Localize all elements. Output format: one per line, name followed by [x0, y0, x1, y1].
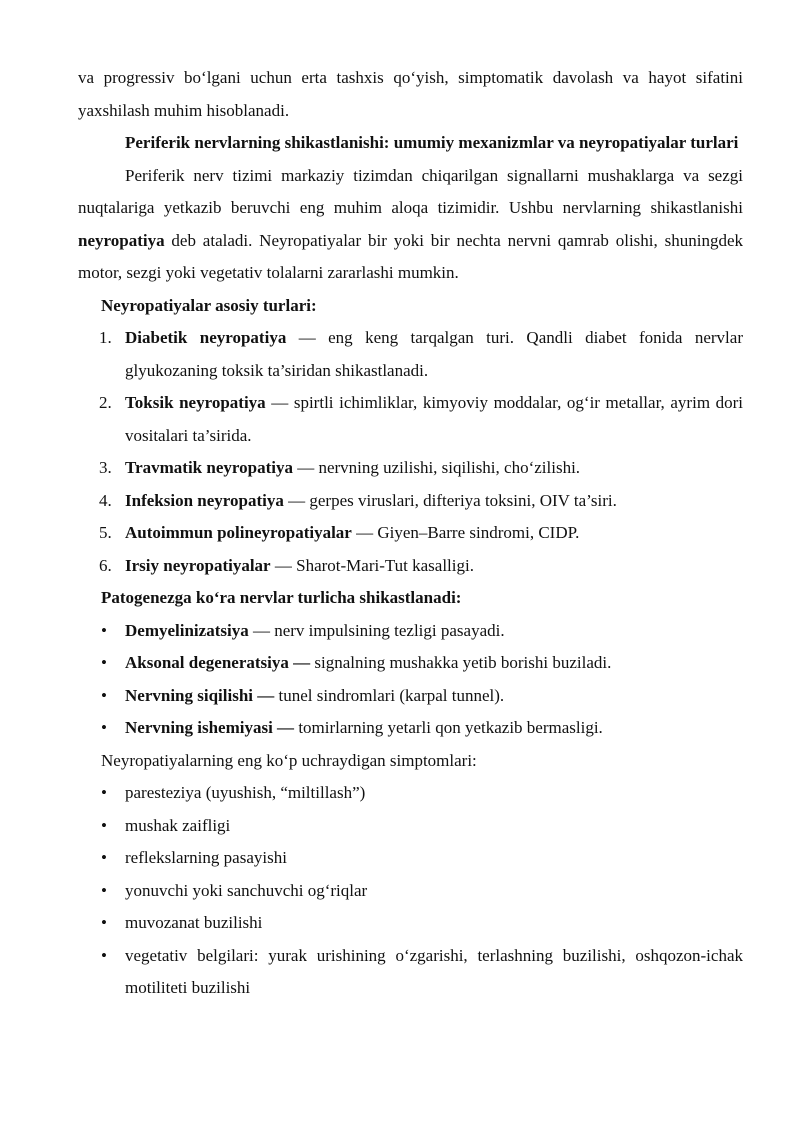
pathogenesis-heading: Patogenezga ko‘ra nervlar turlicha shikastlanadi:	[101, 588, 462, 607]
list-item-description: — spirtli ichimliklar, kimyoviy moddalar, og‘ir metallar, ayrim dori vositalari ta’sirida.	[125, 393, 743, 445]
document-page	[78, 62, 743, 1005]
types-list-item	[78, 322, 743, 387]
list-item-term: Nervning ishemiyasi —	[125, 718, 295, 737]
pathogenesis-list	[78, 615, 743, 745]
types-list-item	[78, 517, 743, 550]
list-item-text: mushak zaifligi	[125, 815, 231, 835]
list-item-description: — gerpes viruslari, difteriya toksini, OIV ta’siri.	[283, 490, 617, 510]
list-item-description: — eng keng tarqalgan turi. Qandli diabet fonida nervlar glyukozaning toksik ta’siridan shikastlanadi.	[125, 328, 743, 380]
bullet-icon: •	[101, 620, 107, 640]
symptoms-list-item	[78, 777, 743, 810]
list-item-description: — nervning uzilishi, siqilishi, cho‘zilishi.	[292, 458, 581, 477]
section-heading: Periferik nervlarning shikastlanishi: umumiy mexanizmlar va neyropatiyalar turlari	[125, 133, 739, 152]
list-item-term: Nervning siqilishi —	[125, 685, 275, 705]
symptoms-list-item	[78, 842, 743, 875]
symptoms-list-item	[78, 875, 743, 908]
bullet-icon: •	[101, 913, 107, 932]
body-paragraph-text-2: deb ataladi. Neyropatiyalar bir yoki bir nechta nervni qamrab olishi, shuningdek motor, sezgi yoki vegetativ tolalarni zararlashi mumkin.	[78, 230, 743, 282]
list-number: 2.	[99, 393, 112, 412]
list-item-term: Toksik neyropatiya	[125, 393, 266, 412]
list-number: 5.	[99, 523, 112, 542]
types-list-item	[78, 387, 743, 452]
list-number: 4.	[99, 490, 112, 510]
pathogenesis-list-item	[78, 647, 743, 680]
list-number: 6.	[99, 555, 112, 575]
list-item-text: vegetativ belgilari: yurak urishining o‘zgarishi, terlashning buzilishi, oshqozon-ichak motiliteti buzilishi	[125, 945, 743, 997]
symptoms-list-item	[78, 907, 743, 940]
types-list-item	[78, 550, 743, 583]
symptoms-list	[78, 777, 743, 1005]
pathogenesis-list-item	[78, 615, 743, 648]
list-item-term: Infeksion neyropatiya	[125, 490, 284, 510]
list-item-term: Irsiy neyropatiyalar	[125, 555, 271, 575]
list-item-term: Travmatik neyropatiya	[125, 458, 293, 477]
symptoms-list-item	[78, 810, 743, 843]
body-paragraph-bold-term: neyropatiya	[78, 230, 165, 250]
list-item-term: Autoimmun polineyropatiyalar	[125, 523, 352, 542]
bullet-icon: •	[101, 783, 107, 802]
list-item-text: reflekslarning pasayishi	[125, 848, 287, 867]
list-item-text: yonuvchi yoki sanchuvchi og‘riqlar	[125, 880, 368, 900]
list-item-text: paresteziya (uyushish, “miltillash”)	[125, 783, 366, 802]
types-heading: Neyropatiyalar asosiy turlari:	[101, 295, 317, 315]
types-list-item	[78, 452, 743, 485]
bullet-icon: •	[101, 945, 107, 965]
list-item-text: muvozanat buzilishi	[125, 913, 263, 932]
list-item-description: tunel sindromlari (karpal tunnel).	[274, 685, 505, 705]
list-item-description: — Giyen–Barre sindromi, CIDP.	[351, 523, 580, 542]
pathogenesis-list-item	[78, 680, 743, 713]
pathogenesis-list-item	[78, 712, 743, 745]
list-number: 3.	[99, 458, 112, 477]
list-item-term: Aksonal degeneratsiya —	[125, 653, 311, 672]
types-list-item	[78, 485, 743, 518]
body-paragraph-text-1: Periferik nerv tizimi markaziy tizimdan chiqarilgan signallarni mushaklarga va sezgi nuqtalariga yetkazib beruvchi eng muhim aloqa tizimidir. Ushbu nervlarning shikastlanishi	[78, 165, 743, 217]
list-item-description: — nerv impulsining tezligi pasayadi.	[248, 620, 505, 640]
types-list	[78, 322, 743, 582]
symptoms-list-item	[78, 940, 743, 1005]
list-item-description: signalning mushakka yetib borishi buziladi.	[310, 653, 612, 672]
body-paragraph	[78, 160, 743, 290]
list-item-description: tomirlarning yetarli qon yetkazib bermasligi.	[294, 718, 603, 737]
intro-paragraph-tail: va progressiv bo‘lgani uchun erta tashxis qo‘yish, simptomatik davolash va hayot sifatini yaxshilash muhim hisoblanadi.	[78, 68, 743, 120]
list-item-description: — Sharot-Mari-Tut kasalligi.	[270, 555, 474, 575]
symptoms-heading: Neyropatiyalarning eng ko‘p uchraydigan simptomlari:	[101, 750, 477, 770]
list-number: 1.	[99, 328, 112, 347]
bullet-icon: •	[101, 685, 107, 705]
bullet-icon: •	[101, 718, 107, 737]
bullet-icon: •	[101, 880, 107, 900]
bullet-icon: •	[101, 815, 107, 835]
list-item-term: Demyelinizatsiya	[125, 620, 249, 640]
bullet-icon: •	[101, 848, 107, 867]
bullet-icon: •	[101, 653, 107, 672]
list-item-term: Diabetik neyropatiya	[125, 328, 287, 347]
